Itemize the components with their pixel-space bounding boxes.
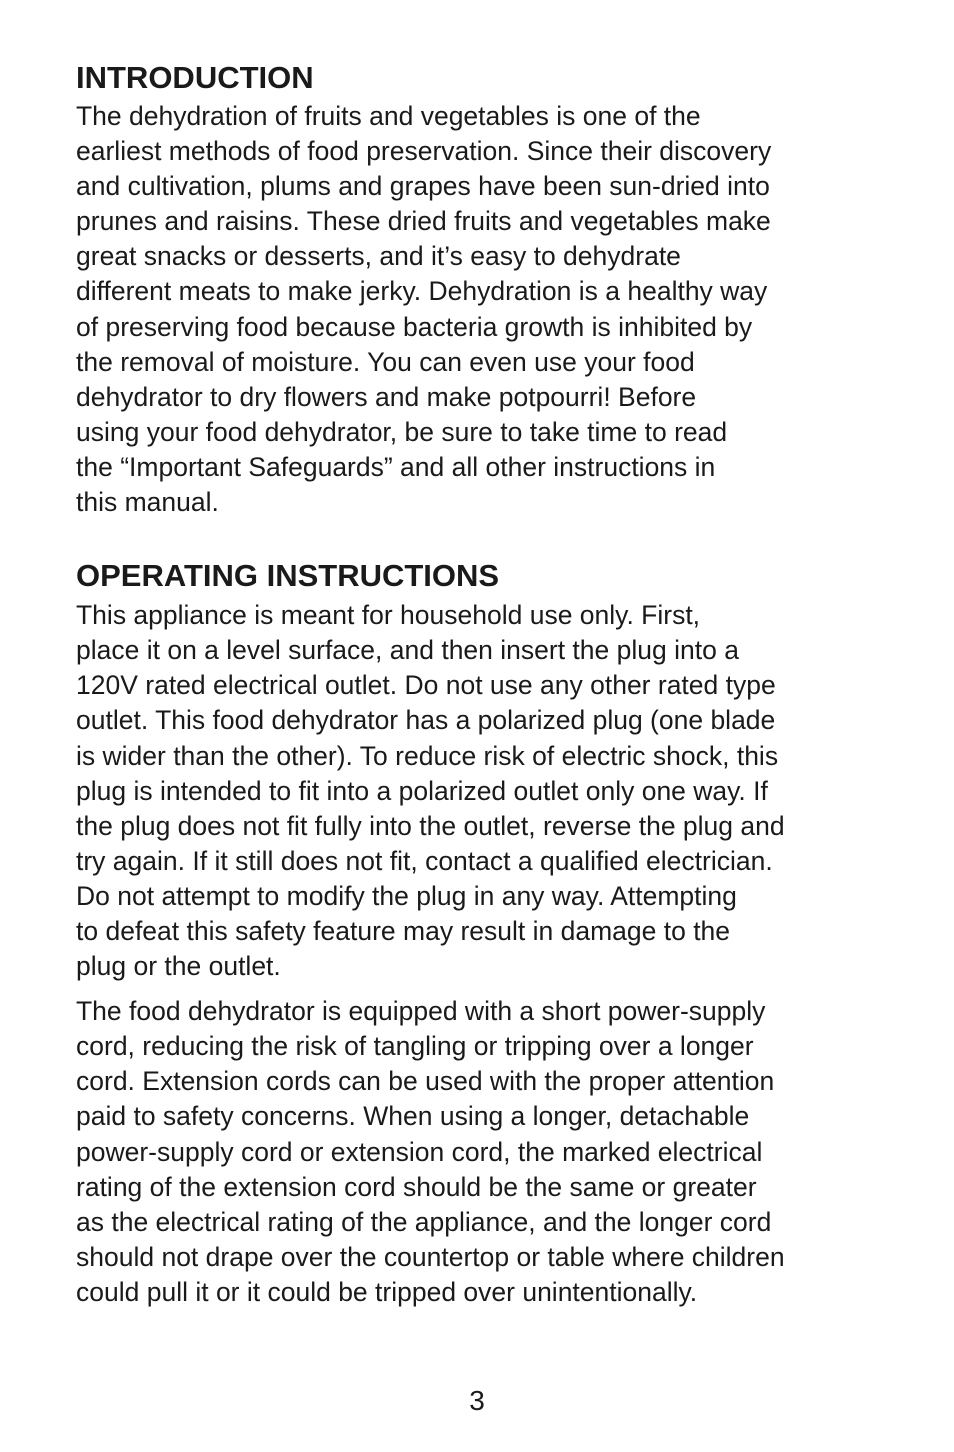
document-page	[76, 58, 876, 1310]
text-line: could pull it or it could be tripped over unintentionally.	[76, 1276, 698, 1307]
text-line: this manual.	[76, 487, 219, 518]
text-line: This appliance is meant for household use only. First,	[76, 600, 701, 631]
text-line: using your food dehydrator, be sure to take time to read	[76, 416, 728, 447]
text-line: The dehydration of fruits and vegetables is one of the	[76, 101, 701, 131]
text-line: rating of the extension cord should be the same or greater	[76, 1171, 757, 1202]
text-line: the “Important Safeguards” and all other instructions in	[76, 451, 716, 482]
text-line: and cultivation, plums and grapes have been sun-dried into	[76, 171, 770, 202]
text-line: prunes and raisins. These dried fruits and vegetables make	[76, 206, 771, 237]
text-line: place it on a level surface, and then insert the plug into a	[76, 635, 739, 666]
text-line: as the electrical rating of the appliance, and the longer cord	[76, 1206, 772, 1237]
text-line: plug is intended to fit into a polarized outlet only one way. If	[76, 775, 768, 806]
introduction-section	[76, 58, 876, 520]
text-line: different meats to make jerky. Dehydration is a healthy way	[76, 276, 768, 307]
text-line: should not drape over the countertop or table where children	[76, 1241, 785, 1272]
text-line: power-supply cord or extension cord, the marked electrical	[76, 1136, 763, 1167]
text-line: dehydrator to dry flowers and make potpourri! Before	[76, 381, 697, 412]
text-line: cord, reducing the risk of tangling or tripping over a longer	[76, 1031, 754, 1062]
text-line: cord. Extension cords can be used with the proper attention	[76, 1066, 775, 1097]
page-number: 3	[469, 1385, 485, 1416]
text-line: is wider than the other). To reduce risk of electric shock, this	[76, 740, 779, 771]
operating-paragraph-cord	[76, 994, 876, 1310]
text-line: great snacks or desserts, and it’s easy to dehydrate	[76, 241, 681, 272]
text-line: to defeat this safety feature may result in damage to the	[76, 915, 731, 946]
text-line: The food dehydrator is equipped with a short power-supply	[76, 996, 766, 1027]
text-line: of preserving food because bacteria growth is inhibited by	[76, 311, 753, 342]
text-line: Do not attempt to modify the plug in any way. Attempting	[76, 880, 737, 911]
introduction-heading: INTRODUCTION	[76, 60, 314, 95]
text-line: plug or the outlet.	[76, 951, 281, 982]
operating-instructions-section	[76, 556, 876, 1310]
text-line: 120V rated electrical outlet. Do not use any other rated type	[76, 670, 776, 701]
text-line: outlet. This food dehydrator has a polarized plug (one blade	[76, 705, 776, 736]
text-line: earliest methods of food preservation. Since their discovery	[76, 136, 772, 167]
text-line: try again. If it still does not fit, contact a qualified electrician.	[76, 845, 773, 876]
operating-instructions-heading: OPERATING INSTRUCTIONS	[76, 558, 500, 594]
operating-paragraph-plug	[76, 598, 876, 984]
introduction-paragraph	[76, 99, 876, 520]
text-line: the plug does not fit fully into the outlet, reverse the plug and	[76, 810, 785, 841]
text-line: paid to safety concerns. When using a longer, detachable	[76, 1101, 750, 1132]
text-line: the removal of moisture. You can even use your food	[76, 346, 695, 377]
